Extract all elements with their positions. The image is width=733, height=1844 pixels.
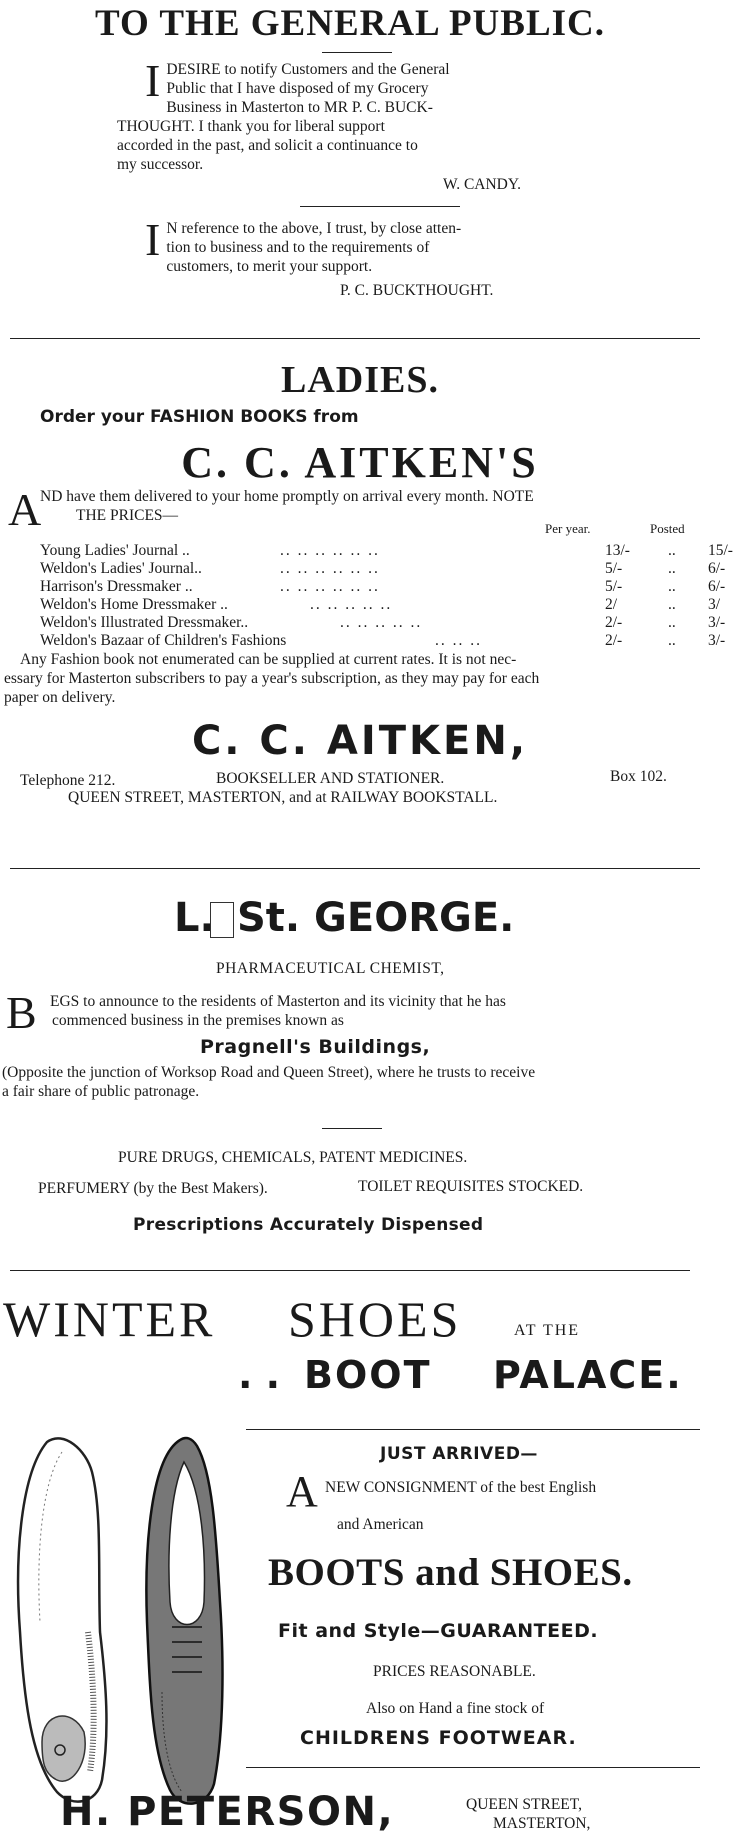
- divider-1: [10, 338, 700, 339]
- leader-dots: ..: [668, 560, 676, 577]
- ad2-address: QUEEN STREET, MASTERTON, and at RAILWAY BOOKSTALL.: [68, 789, 498, 806]
- ad3-heading-right: St. GEORGE.: [237, 895, 515, 941]
- shoe-sole-icon: [18, 1438, 106, 1801]
- ad1-p1-line: Public that I have disposed of my Grocery: [166, 80, 429, 97]
- ad1-short-rule: [322, 52, 392, 53]
- ad1-p1-line: THOUGHT. I thank you for liberal support: [117, 118, 385, 135]
- price-row-posted: 3/-: [708, 632, 726, 649]
- price-row: [40, 632, 726, 650]
- ad1-p2-line: tion to business and to the requirements of: [166, 239, 430, 256]
- ad1-dropcap-1: I: [145, 55, 161, 106]
- price-row-posted: 6/-: [708, 578, 726, 595]
- ad2-dropcap: A: [8, 484, 42, 535]
- ad2-subheading: Order your FASHION BOOKS from: [40, 407, 359, 427]
- ad4-fit-style: Fit and Style—GUARANTEED.: [278, 1620, 599, 1642]
- shoe-illustration: [2, 1432, 242, 1812]
- price-row: [40, 560, 726, 578]
- ad4-bottom-rule: [246, 1767, 700, 1768]
- price-row-name: Harrison's Dressmaker ..: [40, 578, 193, 595]
- ad3-dropcap: B: [6, 987, 37, 1038]
- ad1-signature-1: W. CANDY.: [443, 176, 521, 193]
- price-row-per-year: 13/-: [605, 542, 630, 559]
- ad3-location-line: (Opposite the junction of Worksop Road and Queen Street), where he trusts to receive: [2, 1064, 536, 1081]
- price-row: [40, 596, 721, 614]
- ad1-signature-2: P. C. BUCKTHOUGHT.: [340, 282, 494, 299]
- divider-2: [10, 868, 700, 869]
- price-row-posted: 3/-: [708, 614, 726, 631]
- ad1-p1-line: Business in Masterton to MR P. C. BUCK-: [166, 99, 433, 116]
- price-row-per-year: 2/-: [605, 632, 623, 649]
- ad2-note: [4, 650, 700, 707]
- ad3-intro-line-1: EGS to announce to the residents of Masterton and its vicinity that he has: [50, 993, 506, 1010]
- leader-dots: ..: [668, 614, 676, 631]
- leader-dots: .. .. .. .. .. ..: [280, 560, 380, 577]
- ad4-consign-cap: A: [286, 1467, 318, 1516]
- ad4-heading-palace: PALACE.: [493, 1353, 683, 1397]
- ad3-stock-line-2a: PERFUMERY (by the Best Makers).: [38, 1180, 268, 1197]
- ad4-childrens: CHILDRENS FOOTWEAR.: [300, 1727, 577, 1749]
- ad3-stock-line-2b: TOILET REQUISITES STOCKED.: [358, 1178, 584, 1195]
- ad1-paragraph-2: [145, 214, 565, 276]
- ad4-heading-boot: BOOT: [304, 1353, 432, 1397]
- ad2-intro-line-1: ND have them delivered to your home promptly on arrival every month. NOTE: [40, 488, 534, 505]
- ad4-prices: PRICES REASONABLE.: [373, 1663, 536, 1680]
- ad3-stock-line-1: PURE DRUGS, CHEMICALS, PATENT MEDICINES.: [118, 1149, 468, 1166]
- ad3-heading-left: L.: [174, 895, 215, 941]
- ad3-prescriptions: Prescriptions Accurately Dispensed: [133, 1215, 484, 1235]
- ad2-name-footer: C. C. AITKEN,: [191, 718, 529, 764]
- ad2-telephone: Telephone 212.: [20, 772, 116, 789]
- price-row-posted: 6/-: [708, 560, 726, 577]
- price-row-per-year: 2/-: [605, 614, 623, 631]
- ad3-location: [2, 1063, 700, 1101]
- price-row-name: Weldon's Illustrated Dressmaker..: [40, 614, 249, 631]
- ad4-consign-line-2: and American: [337, 1516, 424, 1533]
- ad4-boots-shoes: BOOTS and SHOES.: [268, 1551, 633, 1594]
- ad2-note-line: essary for Masterton subscribers to pay a year's subscription, as they may pay for each: [4, 670, 540, 687]
- ad4-proprietor: H. PETERSON,: [60, 1789, 395, 1835]
- ad1-p1-line: DESIRE to notify Customers and the General: [166, 61, 450, 78]
- ad1-p1-line: accorded in the past, and solicit a continuance to: [117, 137, 418, 154]
- ad4-address-line-1: QUEEN STREET,: [466, 1796, 582, 1813]
- ad1-mid-rule: [300, 206, 460, 207]
- ad1-heading: TO THE GENERAL PUBLIC.: [95, 3, 605, 44]
- ad1-paragraph-1: [117, 55, 565, 174]
- ad4-heading-at-the: AT THE: [514, 1322, 581, 1339]
- leader-dots: .. .. ..: [435, 632, 482, 649]
- price-row-name: Weldon's Ladies' Journal..: [40, 560, 202, 577]
- divider-3: [10, 1270, 690, 1271]
- leader-dots: .. .. .. .. .. ..: [280, 578, 380, 595]
- ad4-heading-winter: WINTER: [3, 1291, 216, 1347]
- ad3-premises: Pragnell's Buildings,: [200, 1036, 431, 1058]
- price-row-posted: 3/: [708, 596, 721, 613]
- ad4-heading-shoes: SHOES: [288, 1291, 462, 1347]
- price-row-per-year: 2/: [605, 596, 618, 613]
- leader-dots: ..: [668, 632, 676, 649]
- leader-dots: ..: [668, 596, 676, 613]
- ad3-short-rule: [322, 1128, 382, 1129]
- price-row: [40, 542, 733, 560]
- leader-dots: ..: [668, 578, 676, 595]
- ad1-p2-line: customers, to merit your support.: [166, 258, 373, 275]
- ad2-note-line: paper on delivery.: [4, 689, 116, 706]
- price-row-per-year: 5/-: [605, 560, 623, 577]
- ad4-rule: [246, 1429, 700, 1430]
- ad4-also-line: Also on Hand a fine stock of: [366, 1700, 545, 1717]
- ad4-heading-prefix: . .: [238, 1353, 281, 1397]
- ad1-p2-line: N reference to the above, I trust, by close atten-: [166, 220, 462, 237]
- leader-dots: .. .. .. .. ..: [340, 614, 423, 631]
- ad2-heading: LADIES.: [281, 359, 439, 401]
- price-row: [40, 578, 726, 596]
- ad4-consign-line-1: NEW CONSIGNMENT of the best English: [325, 1479, 597, 1496]
- price-row-name: Young Ladies' Journal ..: [40, 542, 190, 559]
- price-row-posted: 15/-: [708, 542, 733, 559]
- ad2-trade: BOOKSELLER AND STATIONER.: [216, 770, 445, 787]
- leader-dots: .. .. .. .. ..: [310, 596, 393, 613]
- ad2-name-large: C. C. AITKEN'S: [181, 438, 539, 487]
- ad3-stamp-mark: [210, 902, 234, 938]
- ad2-note-line: Any Fashion book not enumerated can be supplied at current rates. It is not nec-: [20, 651, 517, 668]
- ad4-just-arrived: JUST ARRIVED—: [380, 1444, 538, 1464]
- ad2-col-per-year: Per year.: [545, 521, 591, 536]
- price-row-name: Weldon's Bazaar of Children's Fashions: [40, 632, 287, 649]
- price-row-per-year: 5/-: [605, 578, 623, 595]
- leader-dots: ..: [668, 542, 676, 559]
- price-row-name: Weldon's Home Dressmaker ..: [40, 596, 228, 613]
- price-row: [40, 614, 726, 632]
- ad3-intro-line-2: commenced business in the premises known as: [52, 1012, 344, 1029]
- ad3-trade: PHARMACEUTICAL CHEMIST,: [216, 960, 445, 977]
- ad1-dropcap-2: I: [145, 214, 161, 265]
- ad2-box: Box 102.: [610, 768, 667, 785]
- ad1-p1-line: my successor.: [117, 156, 204, 173]
- ad3-location-line: a fair share of public patronage.: [2, 1083, 200, 1100]
- leader-dots: .. .. .. .. .. ..: [280, 542, 380, 559]
- ad2-col-posted: Posted: [650, 521, 685, 536]
- ad4-address-line-2: MASTERTON,: [493, 1815, 591, 1832]
- ad2-intro-line-2: THE PRICES—: [76, 507, 179, 524]
- shoe-top-icon: [146, 1438, 222, 1804]
